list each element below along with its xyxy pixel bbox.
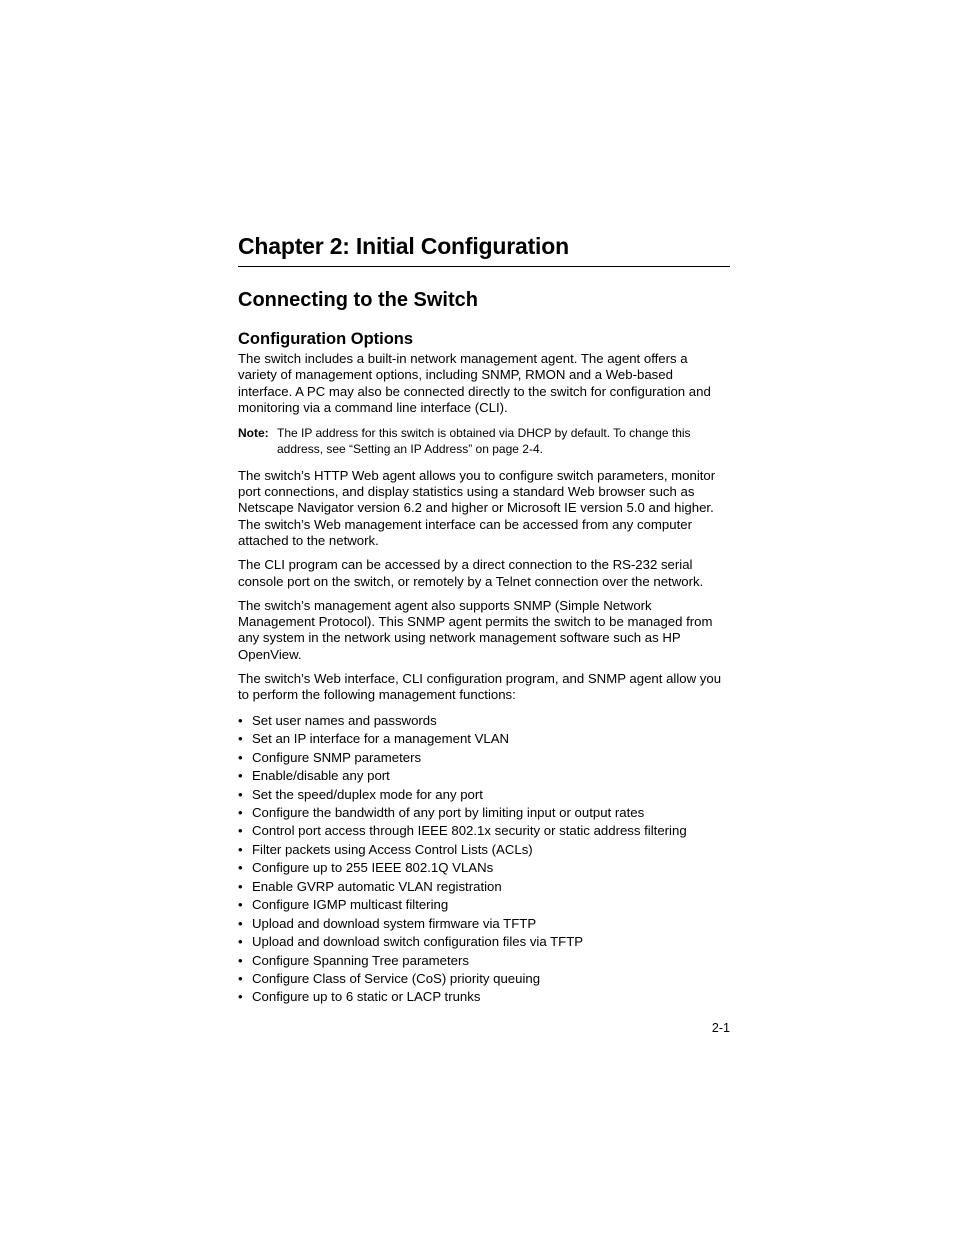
paragraph-cli: The CLI program can be accessed by a direct connection to the RS-232 serial console port on the switch, or remotely by a Telnet connection over the network. [238,557,704,589]
bullet-icon: • [238,952,243,968]
list-item-text: Enable GVRP automatic VLAN registration [252,878,502,894]
list-item-text: Upload and download switch configuration files via TFTP [252,934,584,950]
note-block [238,425,730,457]
bullet-icon: • [238,712,243,728]
paragraph-snmp: The switch’s management agent also supports SNMP (Simple Network Management Protocol). This SNMP agent permits the switch to be managed from any system in the network using network management software such as HP OpenView. [238,597,713,662]
bullet-icon: • [238,804,243,820]
page-number: 2-1 [711,1021,730,1035]
list-item [238,750,730,766]
note-label: Note: [238,425,269,440]
list-item-text: Configure up to 6 static or LACP trunks [252,989,481,1005]
list-item [238,934,730,950]
paragraph-functions-intro: The switch’s Web interface, CLI configuration program, and SNMP agent allow you to perform the following management functions: [238,670,722,703]
list-item-text: Configure SNMP parameters [252,749,422,765]
bullet-icon: • [238,915,243,931]
list-item [238,879,730,895]
list-item-text: Set the speed/duplex mode for any port [252,786,483,802]
bullet-icon: • [238,934,243,950]
bullet-icon: • [238,749,243,765]
list-item-text: Filter packets using Access Control Lists (ACLs) [252,841,533,857]
bullet-icon: • [238,971,243,987]
page-content [238,230,730,1008]
bullet-icon: • [238,731,243,747]
management-functions-list [238,713,730,1006]
subsection-title: Configuration Options [238,330,414,348]
list-item [238,916,730,932]
list-item-text: Configure IGMP multicast filtering [252,897,449,913]
list-item-text: Configure the bandwidth of any port by limiting input or output rates [252,804,645,820]
list-item-text: Set an IP interface for a management VLAN [252,731,510,747]
chapter-divider [238,266,730,267]
list-item [238,787,730,803]
bullet-icon: • [238,878,243,894]
bullet-icon: • [238,841,243,857]
section-title: Connecting to the Switch [238,289,478,311]
paragraph-web-agent: The switch’s HTTP Web agent allows you to configure switch parameters, monitor port connections, and display statistics using a standard Web browser such as Netscape Navigator version 6.2 and higher or Microsoft IE version 5.0 and higher. The switch’s Web management interface can be accessed from any computer attached to the network. [238,467,716,549]
bullet-icon: • [238,768,243,784]
note-text: The IP address for this switch is obtained via DHCP by default. To change this address, see “Setting an IP Address” on page 2-4. [277,425,691,456]
list-item [238,823,730,839]
list-item [238,971,730,987]
list-item [238,713,730,729]
list-item [238,953,730,969]
list-item [238,989,730,1005]
list-item [238,842,730,858]
bullet-icon: • [238,786,243,802]
list-item-text: Enable/disable any port [252,768,390,784]
bullet-icon: • [238,989,243,1005]
list-item-text: Control port access through IEEE 802.1x security or static address filtering [252,823,687,839]
bullet-icon: • [238,823,243,839]
paragraph-intro: The switch includes a built-in network management agent. The agent offers a variety of management options, including SNMP, RMON and a Web-based interface. A PC may also be connected directly to the switch for configuration and monitoring via a command line interface (CLI). [238,351,711,416]
list-item-text: Upload and download system firmware via TFTP [252,915,537,931]
list-item [238,805,730,821]
list-item [238,731,730,747]
list-item [238,768,730,784]
list-item-text: Set user names and passwords [252,712,437,728]
list-item-text: Configure Class of Service (CoS) priority queuing [252,971,541,987]
list-item [238,897,730,913]
bullet-icon: • [238,897,243,913]
chapter-title: Chapter 2: Initial Configuration [238,233,569,259]
list-item [238,860,730,876]
list-item-text: Configure Spanning Tree parameters [252,952,469,968]
list-item-text: Configure up to 255 IEEE 802.1Q VLANs [252,860,494,876]
bullet-icon: • [238,860,243,876]
